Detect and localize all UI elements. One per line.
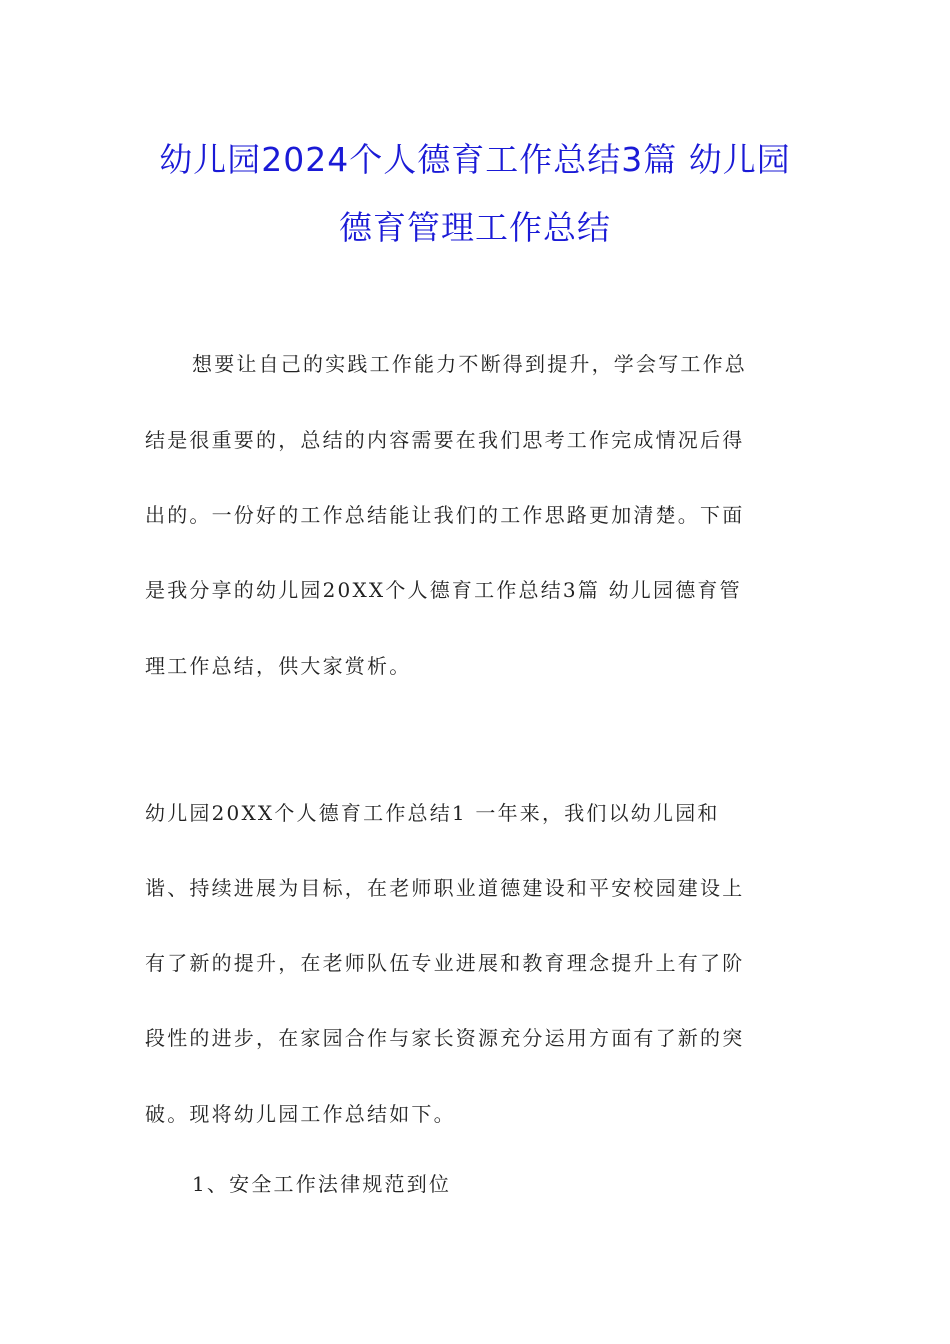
section-paragraph-line: 谐、持续进展为目标，在老师职业道德建设和平安校园建设上 xyxy=(145,876,745,900)
intro-paragraph-line: 是我分享的幼儿园20XX个人德育工作总结3篇 幼儿园德育管 xyxy=(145,578,742,602)
section-paragraph-line: 幼儿园20XX个人德育工作总结1 一年来，我们以幼儿园和 xyxy=(145,801,720,825)
document-title-line-1: 幼儿园2024个人德育工作总结3篇 幼儿园 xyxy=(159,140,791,179)
intro-paragraph-line: 想要让自己的实践工作能力不断得到提升，学会写工作总 xyxy=(192,352,747,376)
section-paragraph-line: 破。现将幼儿园工作总结如下。 xyxy=(145,1102,456,1126)
section-paragraph-line: 段性的进步，在家园合作与家长资源充分运用方面有了新的突 xyxy=(145,1026,745,1050)
section-paragraph-line: 有了新的提升，在老师队伍专业进展和教育理念提升上有了阶 xyxy=(145,951,745,975)
intro-paragraph-line: 出的。一份好的工作总结能让我们的工作思路更加清楚。下面 xyxy=(145,503,745,527)
document-title-line-2: 德育管理工作总结 xyxy=(339,208,611,247)
intro-paragraph-line: 结是很重要的，总结的内容需要在我们思考工作完成情况后得 xyxy=(145,428,745,452)
section-heading: 1、安全工作法律规范到位 xyxy=(192,1172,452,1196)
intro-paragraph-line: 理工作总结，供大家赏析。 xyxy=(145,654,412,678)
